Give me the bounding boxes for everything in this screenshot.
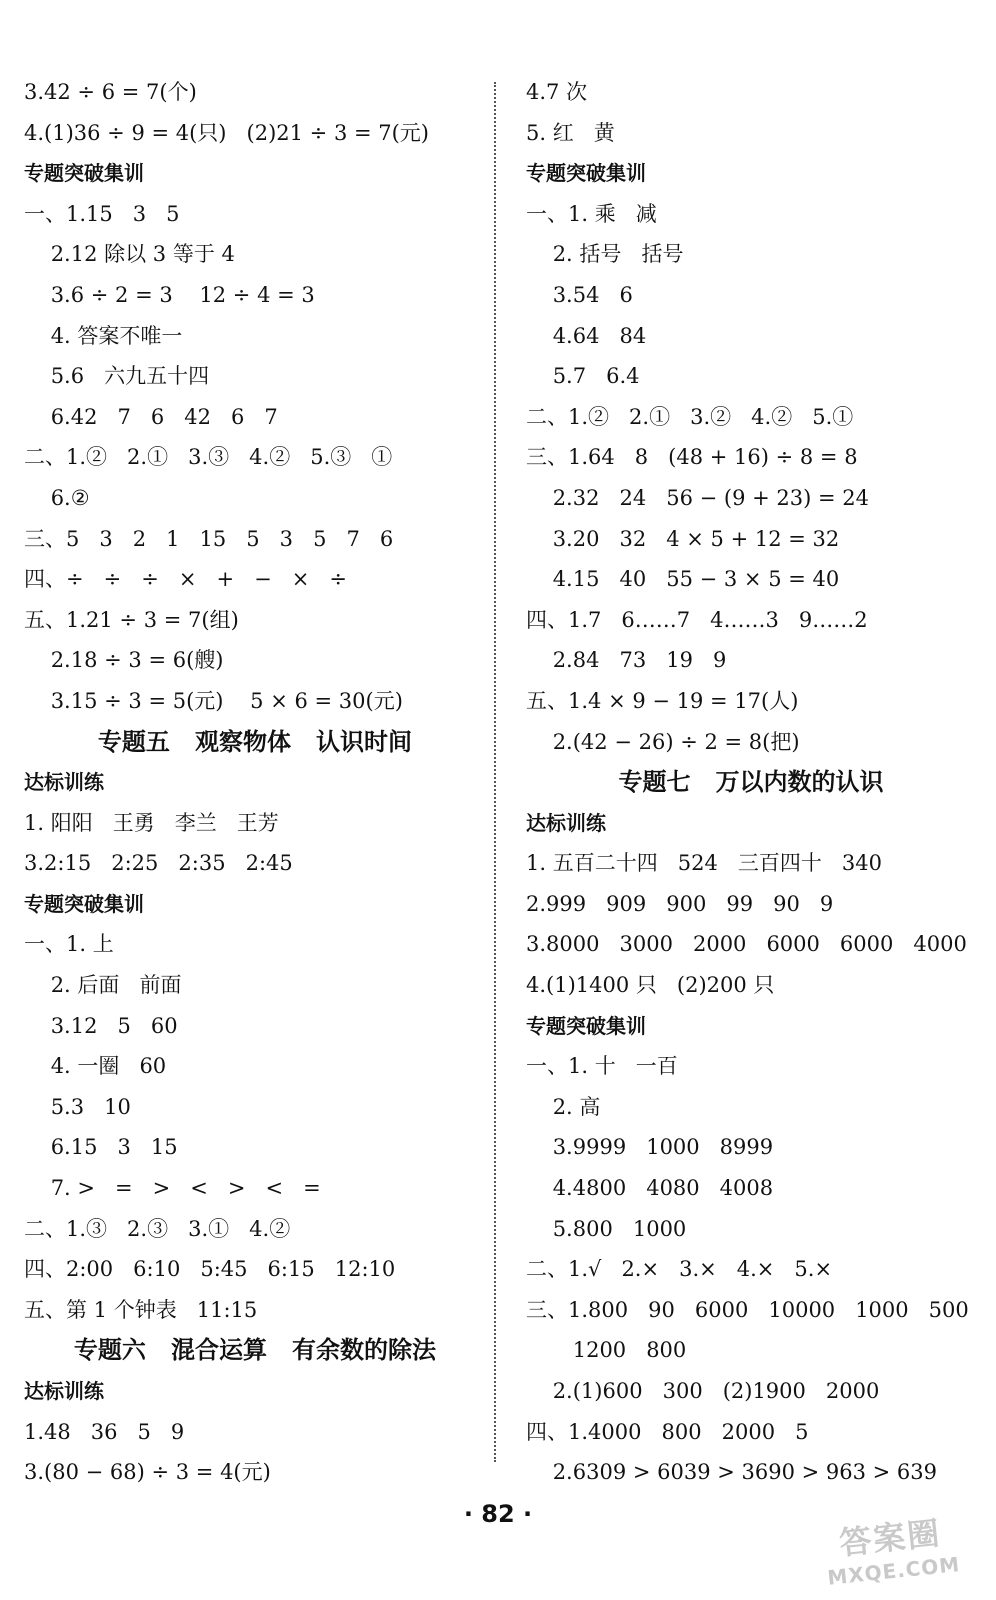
- page-number: · 82 ·: [463, 1500, 533, 1528]
- answer-line: 2.6309 > 6039 > 3690 > 963 > 639: [526, 1460, 938, 1485]
- answer-line: 1. 阳阳 王勇 李兰 王芳: [24, 810, 279, 835]
- answer-line: 3.8000 3000 2000 6000 6000 4000: [526, 932, 967, 957]
- answer-line: 5. 红 黄: [526, 120, 615, 145]
- answer-line: 7. > = > < > < =: [24, 1176, 321, 1201]
- answer-line: 二、1.√ 2.× 3.× 4.× 5.×: [526, 1257, 833, 1282]
- watermark-logo-text: 答案圈: [837, 1513, 944, 1563]
- answer-line: 6.42 7 6 42 6 7: [24, 404, 278, 429]
- answer-line: 2.(1)600 300 (2)1900 2000: [526, 1379, 880, 1403]
- section-heading: 专题突破集训: [24, 161, 144, 186]
- answer-line: 4.15 40 55 − 3 × 5 = 40: [526, 567, 840, 592]
- answer-line: 5.800 1000: [526, 1216, 687, 1241]
- answer-line: 四、2:00 6:10 5:45 6:15 12:10: [24, 1257, 396, 1282]
- answer-line: 二、1.② 2.① 3.③ 4.② 5.③ ①: [24, 445, 393, 470]
- answer-line: 三、5 3 2 1 15 5 3 5 7 6: [24, 526, 394, 551]
- answer-line: 2.999 909 900 99 90 9: [526, 891, 834, 916]
- topic-title: 专题五 观察物体 认识时间: [97, 727, 413, 756]
- answer-line: 1. 五百二十四 524 三百四十 340: [526, 851, 882, 876]
- answer-line: 四、1.4000 800 2000 5: [526, 1419, 809, 1444]
- right-column: [526, 72, 976, 1493]
- answer-line: 3.42 ÷ 6 = 7(个): [24, 80, 197, 104]
- answer-line: 五、第 1 个钟表 11:15: [24, 1297, 258, 1322]
- answer-line: 2. 高: [526, 1094, 601, 1119]
- answer-line: 三、1.800 90 6000 10000 1000 500: [526, 1297, 969, 1322]
- answer-line: 2.(42 − 26) ÷ 2 = 8(把): [526, 729, 800, 754]
- answer-line: 5.7 6.4: [526, 364, 640, 389]
- answer-line: 二、1.② 2.① 3.② 4.② 5.①: [526, 404, 854, 429]
- section-heading: 专题突破集训: [526, 161, 646, 186]
- answer-line: 1200 800: [526, 1338, 687, 1363]
- answer-line: 四、÷ ÷ ÷ × + − × ÷: [24, 567, 347, 592]
- answer-line: 6.15 3 15: [24, 1135, 178, 1160]
- watermark-site: MXQE.COM: [826, 1552, 962, 1590]
- answer-line: 3.54 6: [526, 282, 633, 307]
- answer-line: 4.7 次: [526, 80, 588, 104]
- answer-line: 4.64 84: [526, 323, 647, 348]
- column-divider: [494, 82, 496, 1462]
- answer-line: 6.②: [24, 485, 90, 510]
- answer-line: 5.6 六九五十四: [24, 364, 210, 389]
- answer-line: 4.(1)1400 只 (2)200 只: [526, 973, 775, 998]
- answer-line: 4. 一圈 60: [24, 1054, 167, 1079]
- answer-line: 1.48 36 5 9: [24, 1419, 185, 1444]
- answer-line: 2.18 ÷ 3 = 6(艘): [24, 648, 224, 673]
- answer-line: 三、1.64 8 (48 + 16) ÷ 8 = 8: [526, 445, 858, 470]
- answer-line: 一、1. 十 一百: [526, 1054, 678, 1079]
- section-heading: 达标训练: [24, 770, 104, 795]
- section-heading: 达标训练: [526, 810, 606, 835]
- answer-line: 3.9999 1000 8999: [526, 1135, 774, 1160]
- answer-line: 3.6 ÷ 2 = 3 12 ÷ 4 = 3: [24, 282, 315, 307]
- answer-line: 一、1.15 3 5: [24, 201, 180, 226]
- answer-line: 2.12 除以 3 等于 4: [24, 242, 235, 267]
- section-heading: 专题突破集训: [526, 1013, 646, 1038]
- section-heading: 专题突破集训: [24, 891, 144, 916]
- answer-line: 3.15 ÷ 3 = 5(元) 5 × 6 = 30(元): [24, 688, 403, 713]
- answer-line: 5.3 10: [24, 1094, 131, 1119]
- answer-line: 二、1.③ 2.③ 3.① 4.②: [24, 1216, 291, 1241]
- answer-line: 3.20 32 4 × 5 + 12 = 32: [526, 526, 840, 551]
- left-column: [24, 72, 486, 1493]
- answer-line: 2.84 73 19 9: [526, 648, 727, 673]
- answer-line: 2.32 24 56 − (9 + 23) = 24: [526, 485, 869, 510]
- answer-line: 四、1.7 6……7 4……3 9……2: [526, 607, 868, 632]
- answer-line: 3.(80 − 68) ÷ 3 = 4(元): [24, 1460, 271, 1485]
- answer-line: 五、1.4 × 9 − 19 = 17(人): [526, 688, 799, 713]
- answer-line: 一、1. 上: [24, 932, 114, 957]
- answer-line: 4.4800 4080 4008: [526, 1176, 774, 1201]
- topic-title: 专题六 混合运算 有余数的除法: [73, 1336, 437, 1365]
- answer-line: 3.2:15 2:25 2:35 2:45: [24, 851, 293, 876]
- answer-line: 一、1. 乘 减: [526, 201, 657, 226]
- answer-line: 4. 答案不唯一: [24, 323, 183, 348]
- answer-line: 4.(1)36 ÷ 9 = 4(只) (2)21 ÷ 3 = 7(元): [24, 120, 429, 145]
- answer-line: 3.12 5 60: [24, 1013, 178, 1038]
- answer-line: 2. 后面 前面: [24, 973, 182, 998]
- topic-title: 专题七 万以内数的认识: [618, 768, 884, 797]
- answer-line: 五、1.21 ÷ 3 = 7(组): [24, 607, 239, 632]
- answer-line: 2. 括号 括号: [526, 242, 684, 267]
- section-heading: 达标训练: [24, 1379, 104, 1403]
